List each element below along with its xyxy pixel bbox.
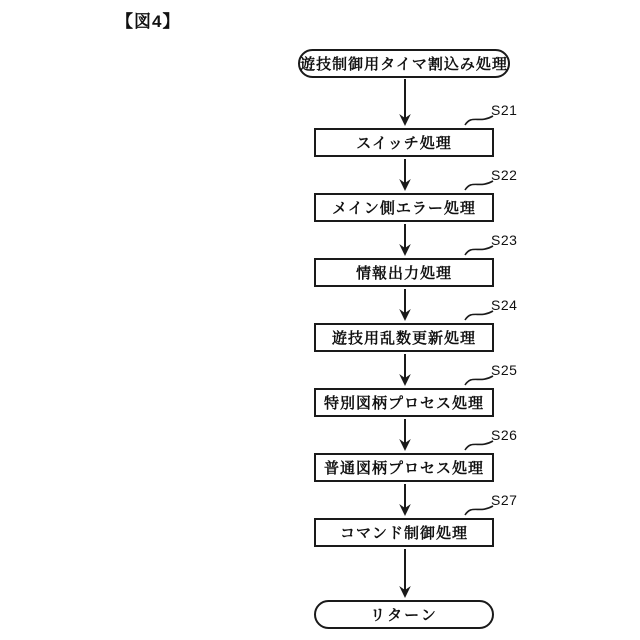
step-id-s26: S26 [491,427,518,443]
start-terminal-label: 遊技制御用タイマ割込み処理 [300,56,508,73]
process-box-s23 [314,258,494,287]
step-id-s24: S24 [491,297,518,313]
process-label: 情報出力処理 [355,265,452,282]
step-id-s25: S25 [491,362,518,378]
process-label: 特別図柄プロセス処理 [323,395,484,412]
end-terminal [314,600,494,629]
leader-squiggle [465,311,493,320]
flow-arrow [399,289,411,321]
leader-squiggle [465,246,493,255]
figure-label: 【図4】 [116,12,181,31]
arrowhead-icon [399,374,411,386]
arrowhead-icon [399,114,411,126]
step-id-s22: S22 [491,167,518,183]
process-box-s22 [314,193,494,222]
process-box-s21 [314,128,494,157]
process-label: コマンド制御処理 [339,525,468,542]
process-label: 普通図柄プロセス処理 [323,460,484,477]
flow-arrow [399,419,411,451]
start-terminal [298,49,510,78]
process-label: 遊技用乱数更新処理 [331,330,476,347]
end-terminal-label: リターン [370,607,438,624]
arrowhead-icon [399,244,411,256]
flow-arrow [399,159,411,191]
flow-arrow [399,484,411,516]
arrowhead-icon [399,439,411,451]
leader-squiggle [465,506,493,515]
flow-arrow [399,354,411,386]
process-box-s27 [314,518,494,547]
process-box-s25 [314,388,494,417]
flow-arrow [399,224,411,256]
arrowhead-icon [399,309,411,321]
step-id-s21: S21 [491,102,518,118]
leader-squiggle [465,181,493,190]
step-id-s27: S27 [491,492,518,508]
process-box-s26 [314,453,494,482]
flow-arrow [399,549,411,598]
flow-arrow [399,79,411,126]
arrowhead-icon [399,504,411,516]
leader-squiggle [465,376,493,385]
leader-squiggle [465,116,493,125]
process-label: メイン側エラー処理 [332,200,476,217]
leader-squiggle [465,441,493,450]
process-label: スイッチ処理 [356,135,452,152]
arrowhead-icon [399,586,411,598]
process-box-s24 [314,323,494,352]
arrowhead-icon [399,179,411,191]
step-id-s23: S23 [491,232,518,248]
